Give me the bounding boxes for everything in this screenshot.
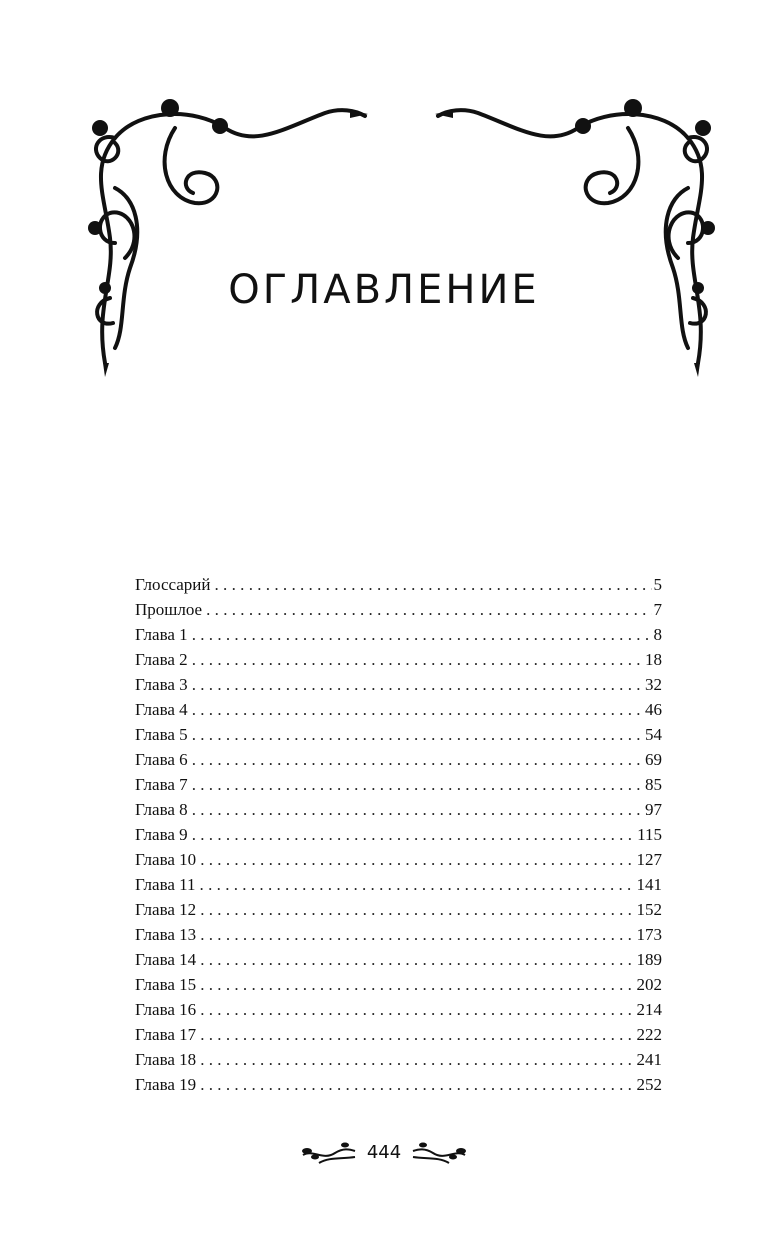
toc-leader-dots [200,1047,634,1072]
toc-leader-dots [192,647,643,672]
toc-entry-page: 214 [636,1000,662,1019]
toc-entry [135,572,662,597]
toc-entry-label: Глава 15 [135,975,197,994]
toc-entry-label: Глава 14 [135,950,197,969]
toc-entry [135,797,662,822]
toc-entry-label: Глава 13 [135,925,197,944]
toc-entry [135,847,662,872]
toc-leader-dots [200,972,634,997]
toc-entry-page: 32 [645,675,662,694]
toc-entry-label: Глава 17 [135,1025,197,1044]
toc-entry [135,897,662,922]
toc-entry [135,697,662,722]
page-title: ОГЛАВЛЕНИЕ [228,266,540,313]
toc-leader-dots [200,897,634,922]
toc-entry [135,997,662,1022]
toc-entry-page: 127 [636,850,662,869]
toc-leader-dots [192,672,643,697]
toc-entry-label: Глава 10 [135,850,197,869]
rose-vine-ornament-right-icon [428,88,718,378]
toc-entry-label: Глава 19 [135,1075,197,1094]
toc-entry [135,947,662,972]
toc-entry-page: 152 [636,900,662,919]
table-of-contents [135,572,662,1097]
toc-entry-label: Глава 7 [135,775,188,794]
toc-entry [135,972,662,997]
toc-leader-dots [206,597,651,622]
toc-entry-label: Глава 6 [135,750,188,769]
toc-entry-page: 85 [645,775,662,794]
toc-entry [135,772,662,797]
toc-entry-page: 115 [637,825,662,844]
toc-entry [135,1047,662,1072]
page-footer [0,1135,768,1169]
toc-leader-dots [192,822,635,847]
toc-entry-page: 222 [636,1025,662,1044]
toc-entry [135,722,662,747]
toc-entry-label: Глава 3 [135,675,188,694]
toc-entry-page: 252 [636,1075,662,1094]
toc-entry-page: 7 [653,600,662,619]
toc-leader-dots [200,847,634,872]
toc-entry [135,647,662,672]
toc-leader-dots [200,947,634,972]
rose-vine-ornament-left-svg [85,88,375,378]
toc-leader-dots [215,572,652,597]
toc-leader-dots [200,1022,634,1047]
toc-entry-page: 141 [636,875,662,894]
toc-leader-dots [200,872,635,897]
toc-entry-page: 69 [645,750,662,769]
toc-entry-page: 173 [636,925,662,944]
toc-leader-dots [192,722,643,747]
toc-entry-label: Прошлое [135,600,203,619]
toc-entry-label: Глава 5 [135,725,188,744]
toc-leader-dots [200,922,634,947]
toc-entry-page: 8 [653,625,662,644]
toc-entry-page: 241 [636,1050,662,1069]
toc-entry-page: 5 [653,575,662,594]
toc-entry-page: 202 [636,975,662,994]
toc-entry [135,1022,662,1047]
toc-entry-label: Глава 2 [135,650,188,669]
toc-entry-label: Глава 11 [135,875,196,894]
toc-entry-label: Глава 8 [135,800,188,819]
toc-entry-label: Глава 9 [135,825,188,844]
toc-entry-label: Глава 16 [135,1000,197,1019]
toc-entry [135,1072,662,1097]
toc-entry-label: Глоссарий [135,575,211,594]
rose-vine-ornament-right-svg [428,88,718,378]
toc-entry-label: Глава 4 [135,700,188,719]
toc-entry-label: Глава 1 [135,625,188,644]
toc-leader-dots [192,797,643,822]
leaf-flourish-left-icon [299,1139,357,1165]
page-number: 444 [366,1141,402,1163]
toc-leader-dots [200,997,634,1022]
rose-vine-ornament-left-icon [85,88,375,378]
toc-entry [135,822,662,847]
toc-leader-dots [192,747,643,772]
toc-entry-page: 18 [645,650,662,669]
toc-entry [135,872,662,897]
toc-leader-dots [192,622,652,647]
toc-leader-dots [200,1072,634,1097]
toc-entry-label: Глава 12 [135,900,197,919]
toc-entry [135,622,662,647]
toc-leader-dots [192,772,643,797]
toc-entry-page: 189 [636,950,662,969]
leaf-flourish-right-icon [411,1139,469,1165]
toc-entry-label: Глава 18 [135,1050,197,1069]
toc-entry [135,672,662,697]
toc-entry [135,747,662,772]
toc-entry [135,922,662,947]
toc-entry [135,597,662,622]
toc-entry-page: 54 [645,725,662,744]
toc-entry-page: 97 [645,800,662,819]
toc-entry-page: 46 [645,700,662,719]
toc-leader-dots [192,697,643,722]
